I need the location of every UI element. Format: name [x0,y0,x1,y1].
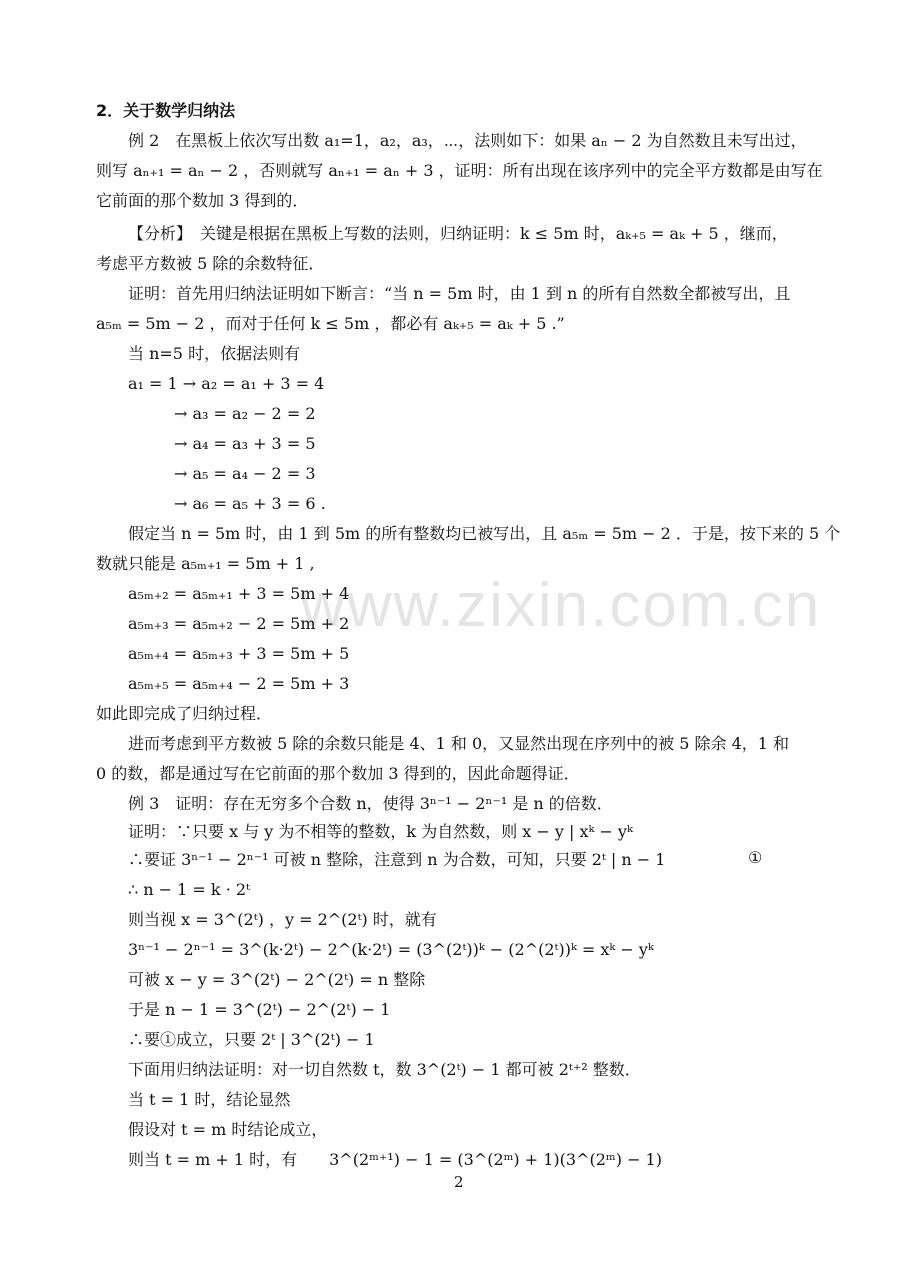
text-line: 0 的数，都是通过写在它前面的那个数加 3 得到的，因此命题得证． [96,764,580,783]
text-line: 例 3 证明：存在无穷多个合数 n，使得 3ⁿ⁻¹ − 2ⁿ⁻¹ 是 n 的倍数． [128,794,613,813]
text-line: 进而考虑到平方数被 5 除的余数只能是 4、1 和 0，又显然出现在序列中的被 5 除余 4，1 和 [128,734,790,753]
watermark: www.zixin.com.cn [300,571,822,640]
text-line: 例 2 在黑板上依次写出数 a₁=1，a₂，a₃，⋯，法则如下：如果 aₙ − 2 为自然数且未写出过， [128,131,807,150]
equation-line: a₅ₘ₊₂ = a₅ₘ₊₁ + 3 = 5m + 4 [128,584,350,603]
equation-line: 3ⁿ⁻¹ − 2ⁿ⁻¹ = 3^(k·2ᵗ) − 2^(k·2ᵗ) = (3^(2ᵗ))ᵏ − (2^(2ᵗ))ᵏ = xᵏ − yᵏ [128,940,654,959]
text-line: 证明：首先用归纳法证明如下断言：“当 n = 5m 时，由 1 到 n 的所有自然数全都被写出，且 [128,284,791,303]
page-number: 2 [454,1173,464,1191]
equation-line: → a₃ = a₂ − 2 = 2 [174,404,316,423]
text-line: 则当视 x = 3^(2ᵗ) ，y = 2^(2ᵗ) 时，就有 [128,910,437,929]
equation-line: a₅ₘ₊₄ = a₅ₘ₊₃ + 3 = 5m + 5 [128,644,350,663]
text-line: ∴要证 3ⁿ⁻¹ − 2ⁿ⁻¹ 可被 n 整除，注意到 n 为合数，可知，只要 2ᵗ | n − 1 [128,850,666,869]
equation-line: a₅ₘ₊₅ = a₅ₘ₊₄ − 2 = 5m + 3 [128,674,350,693]
text-line: 当 n=5 时，依据法则有 [128,344,301,363]
text-line: 如此即完成了归纳过程． [96,704,273,723]
equation-line: a₅ₘ₊₃ = a₅ₘ₊₂ − 2 = 5m + 2 [128,614,350,633]
text-line: 它前面的那个数加 3 得到的． [96,191,309,210]
section-heading: 2．关于数学归纳法 [96,101,236,120]
equation-line: a₁ = 1 → a₂ = a₁ + 3 = 4 [128,374,325,393]
text-line: 假设对 t = m 时结论成立， [128,1120,328,1139]
text-line: 则当 t = m + 1 时，有 3^(2ᵐ⁺¹) − 1 = (3^(2ᵐ) + 1)(3^(2ᵐ) − 1) [128,1150,662,1169]
circled-marker: ① [748,848,763,867]
text-line: 下面用归纳法证明：对一切自然数 t，数 3^(2ᵗ) − 1 都可被 2ᵗ⁺² 整数． [128,1060,641,1079]
text-line: a₅ₘ = 5m − 2 ，而对于任何 k ≤ 5m ，都必有 aₖ₊₅ = aₖ + 5 .” [96,314,565,333]
text-line: 则写 aₙ₊₁ = aₙ − 2 ，否则就写 aₙ₊₁ = aₙ + 3 ，证明：所有出现在该序列中的完全平方数都是由写在 [96,161,823,180]
text-line: 假定当 n = 5m 时，由 1 到 5m 的所有整数均已被写出，且 a₅ₘ = 5m − 2 ．于是，按下来的 5 个 [128,524,841,543]
text-line: 考虑平方数被 5 除的余数特征． [96,254,325,273]
equation-line: → a₄ = a₃ + 3 = 5 [174,434,316,453]
text-line: 【分析】 关键是根据在黑板上写数的法则，归纳证明：k ≤ 5m 时，aₖ₊₅ = aₖ + 5 ，继而， [128,224,788,243]
text-line: ∴要①成立，只要 2ᵗ | 3^(2ᵗ) − 1 [128,1030,375,1049]
text-line: 当 t = 1 时，结论显然 [128,1090,291,1109]
text-line: 证明：∵只要 x 与 y 为不相等的整数，k 为自然数，则 x − y | xᵏ − yᵏ [128,822,633,841]
text-line: 可被 x − y = 3^(2ᵗ) − 2^(2ᵗ) = n 整除 [128,970,426,989]
text-line: 于是 n − 1 = 3^(2ᵗ) − 2^(2ᵗ) − 1 [128,1000,391,1019]
equation-line: ∴ n − 1 = k · 2ᵗ [128,880,250,899]
equation-line: → a₆ = a₅ + 3 = 6 . [174,494,326,513]
equation-line: → a₅ = a₄ − 2 = 3 [174,464,316,483]
text-line: 数就只能是 a₅ₘ₊₁ = 5m + 1 , [96,554,315,573]
